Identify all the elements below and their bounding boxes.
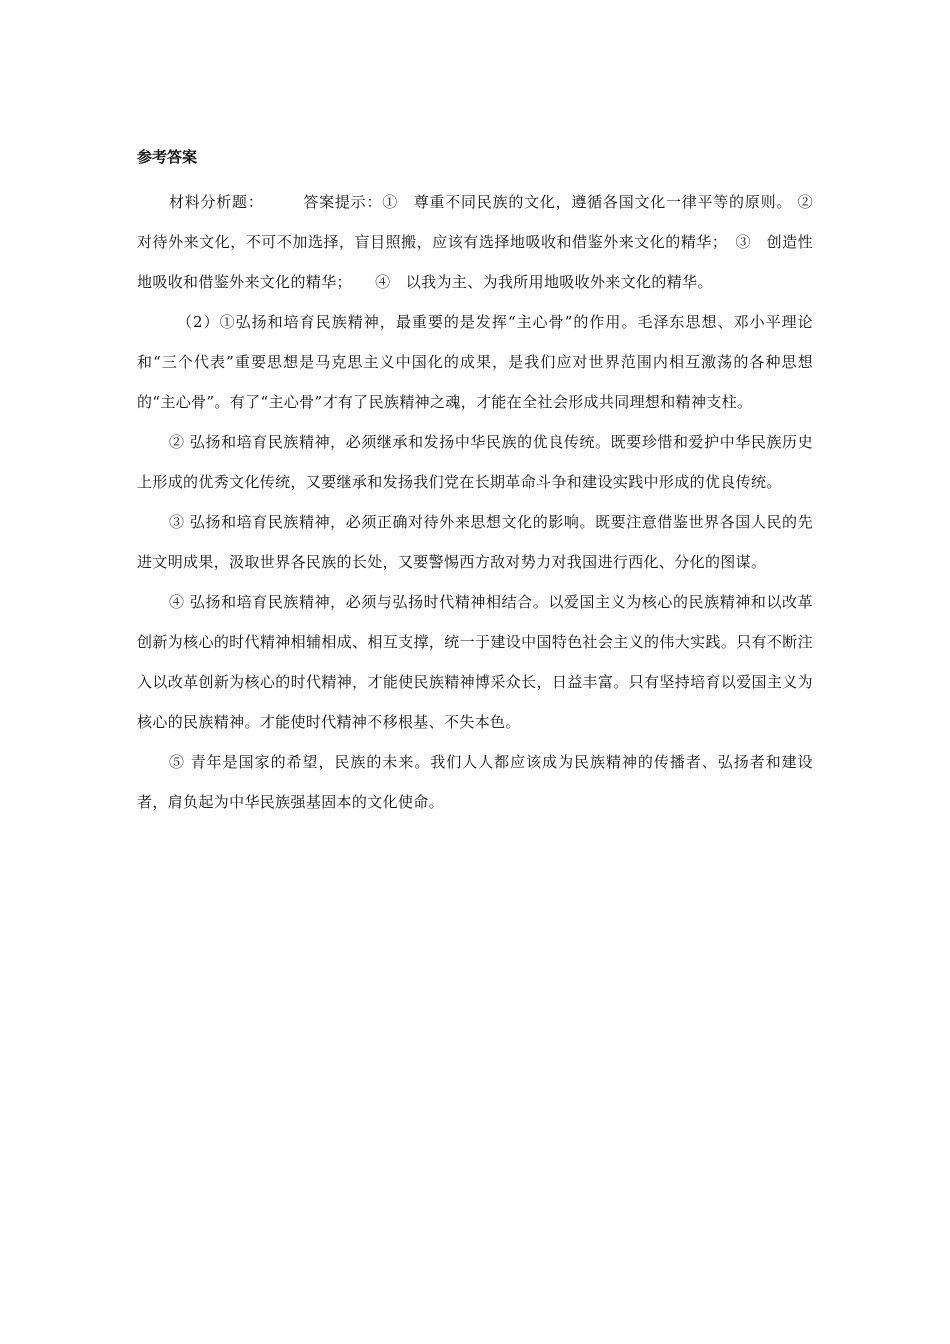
paragraph-point-5: ⑤ 青年是国家的希望，民族的未来。我们人人都应该成为民族精神的传播者、弘扬者和建设者，肩负起为中华民族强基固本的文化使命。 — [137, 753, 813, 811]
paragraph-point-3: ③ 弘扬和培育民族精神，必须正确对待外来思想文化的影响。既要注意借鉴世界各国人民的先进文明成果，汲取世界各民族的长处，又要警惕西方敌对势力对我国进行西化、分化的图谋。 — [137, 513, 813, 571]
paragraph-point-2: ② 弘扬和培育民族精神，必须继承和发扬中华民族的优良传统。既要珍惜和爱护中华民族历史上形成的优秀文化传统，又要继承和发扬我们党在长期革命斗争和建设实践中形成的优良传统。 — [137, 433, 813, 491]
paragraph-point-4: ④ 弘扬和培育民族精神，必须与弘扬时代精神相结合。以爱国主义为核心的民族精神和以改革创新为核心的时代精神相辅相成、相互支撑，统一于建设中国特色社会主义的伟大实践。只有不断注入以改革创新为核心的时代精神，才能使民族精神博采众长，日益丰富。只有坚持培育以爱国主义为核心的民族精神。才能使时代精神不移根基、不失本色。 — [137, 593, 813, 731]
paragraph-part-2-point-1: （2）①弘扬和培育民族精神，最重要的是发挥“主心骨”的作用。毛泽东思想、邓小平理论和“三个代表”重要思想是马克思主义中国化的成果，是我们应对世界范围内相互激荡的各种思想的“主心骨”。有了“主心骨”才有了民族精神之魂，才能在全社会形成共同理想和精神支柱。 — [137, 313, 813, 411]
paragraph-material-analysis: 材料分析题： 答案提示：① 尊重不同民族的文化，遵循各国文化一律平等的原则。 ② 对待外来文化，不可不加选择，盲目照搬，应该有选择地吸收和借鉴外来文化的精华； ③ 创造性地吸收和借鉴外来文化的精华； ④ 以我为主、为我所用地吸收外来文化的精华。 — [137, 193, 829, 291]
document-heading: 参考答案 — [137, 148, 198, 166]
document-page — [137, 146, 829, 822]
